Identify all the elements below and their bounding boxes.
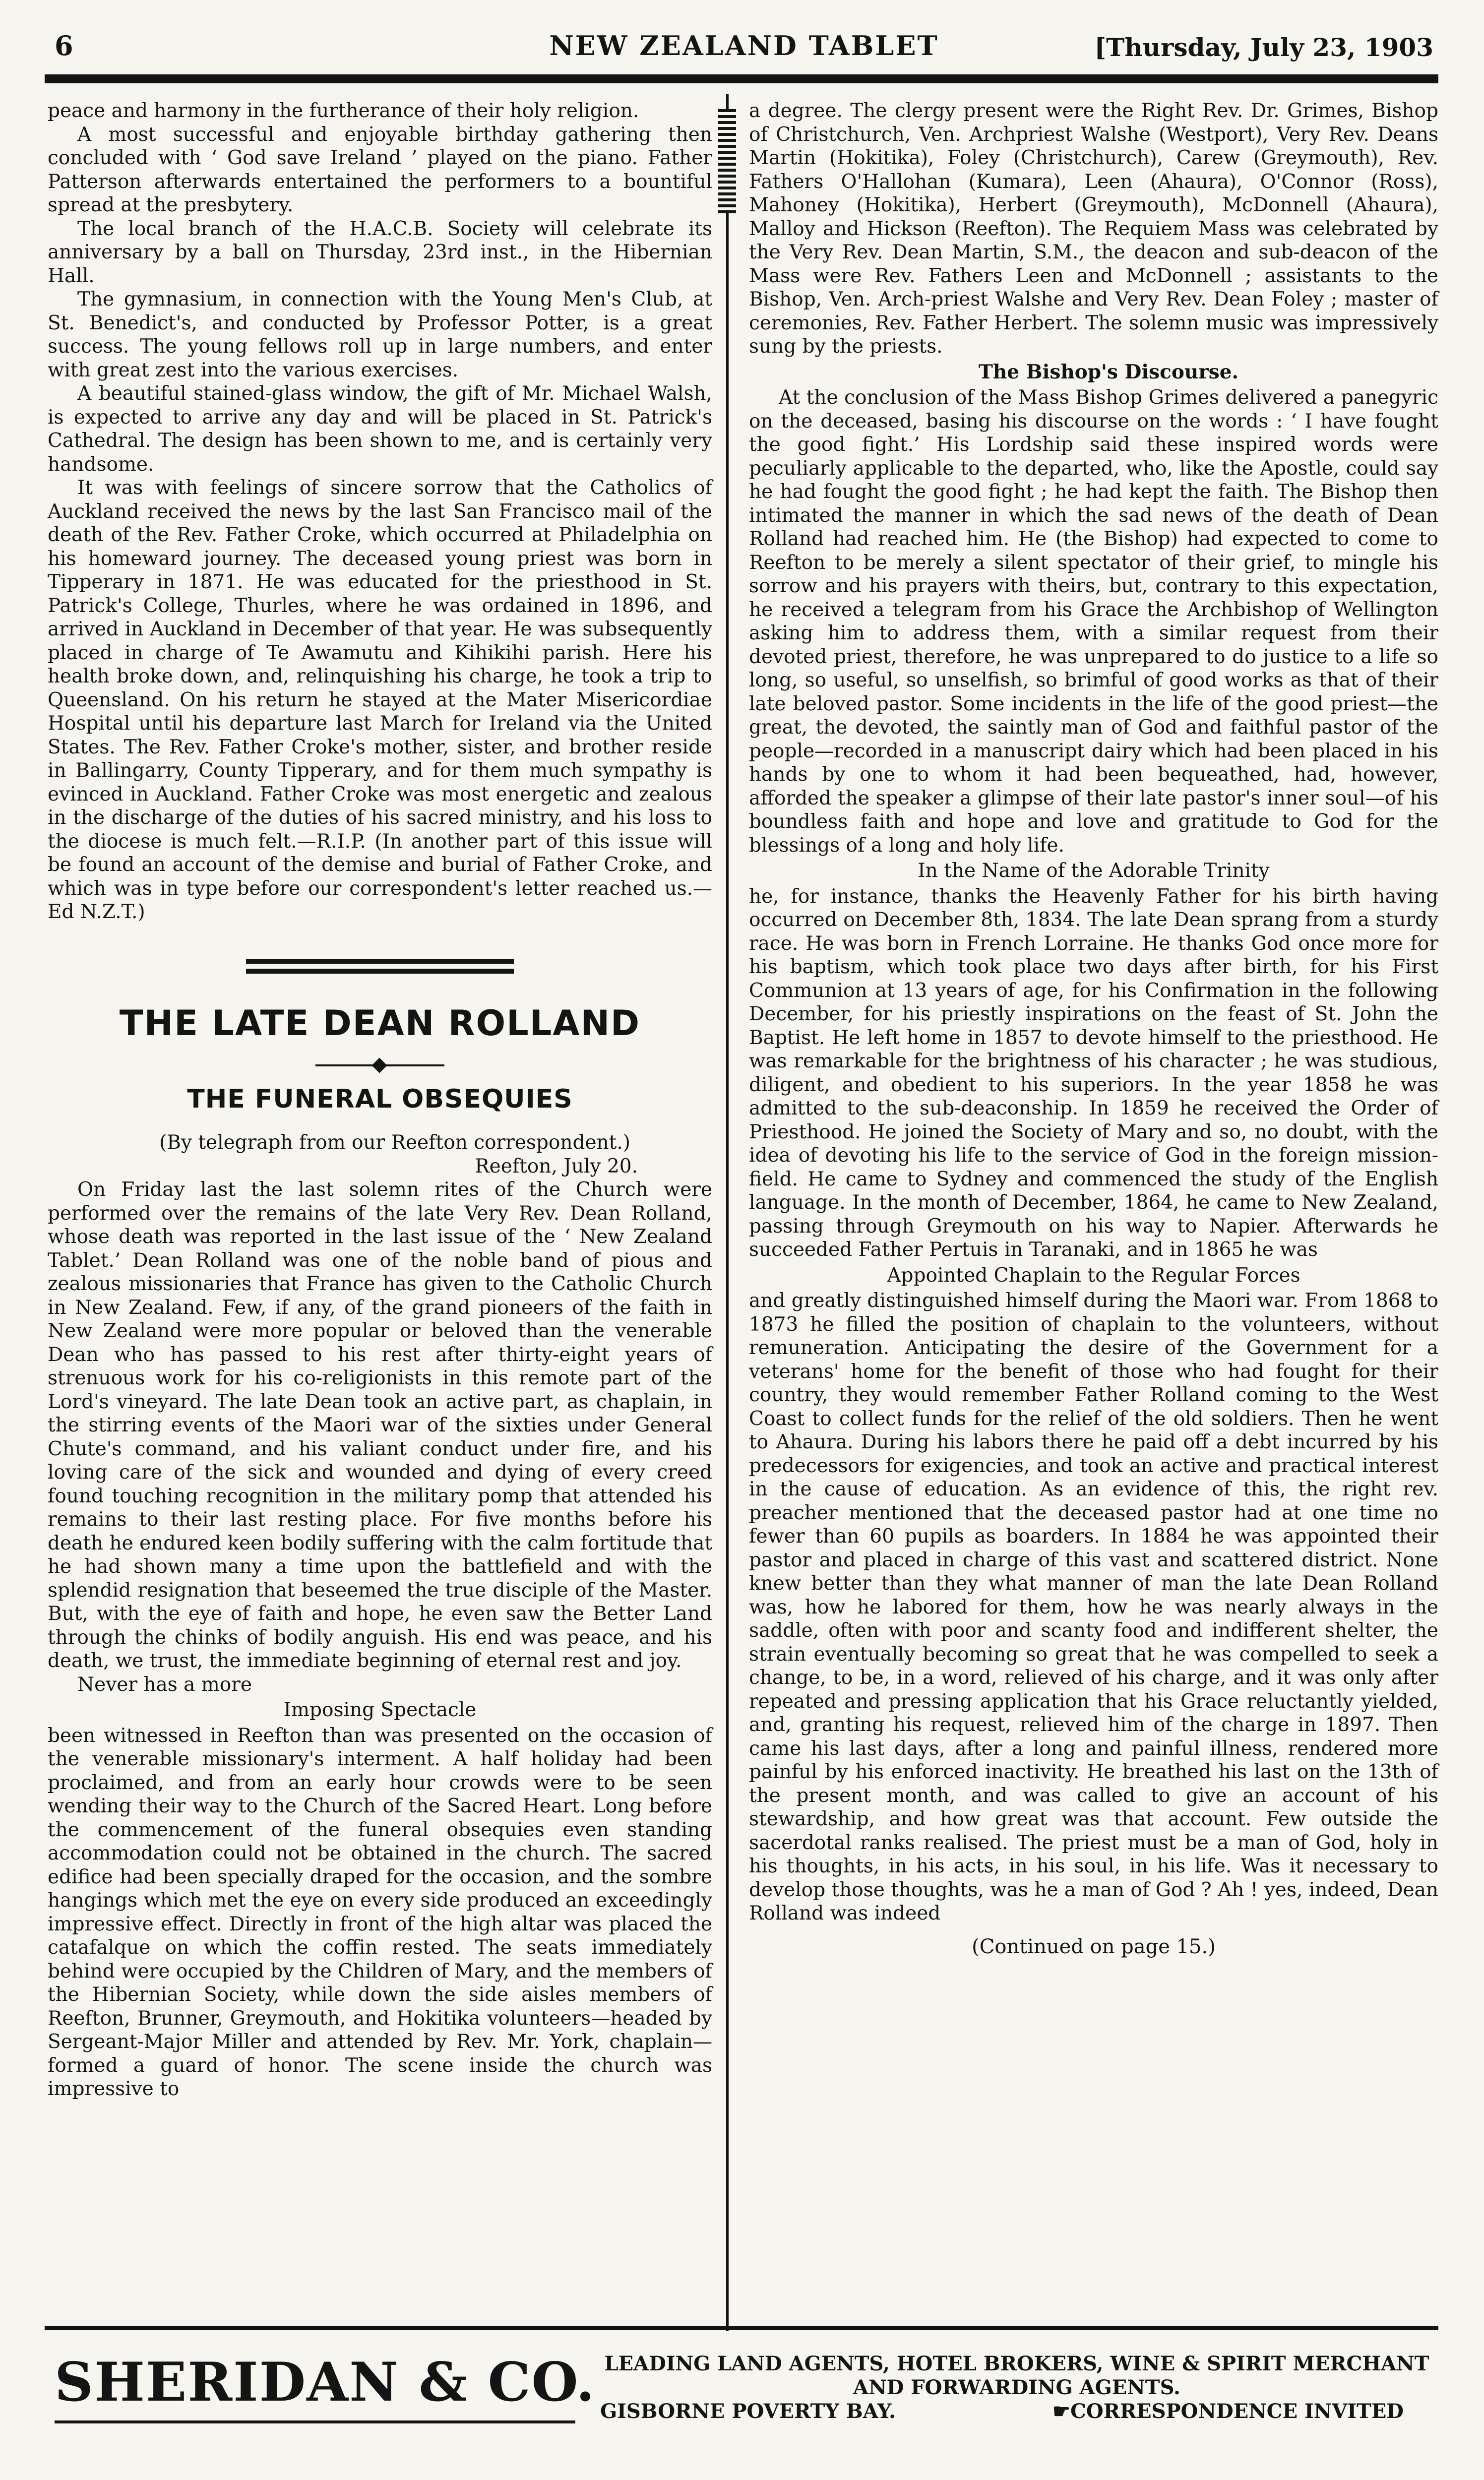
advert-company-name: SHERIDAN & CO.	[55, 2351, 596, 2414]
footer-rule	[45, 2326, 1438, 2330]
article-title: THE LATE DEAN ROLLAND	[119, 1002, 641, 1044]
byline: (By telegraph from our Reefton correspondent.)	[159, 1131, 630, 1154]
page-number: 6	[55, 30, 73, 62]
subhead-imposing-spectacle: Imposing Spectacle	[283, 1699, 477, 1721]
advert-footer	[55, 2346, 1433, 2445]
paragraph: A most successful and enjoyable birthday gathering then concluded with ‘ God save Ireland ’ played on the piano. Father Patterson afterwards entertained the performers to a bountiful spread at the presbytery.	[48, 123, 712, 216]
paragraph: he, for instance, thanks the Heavenly Father for his birth having occurred on December 8th, 1834. The late Dean sprang from a sturdy race. He was born in French Lorraine. He thanks God once more for his baptism, which took place two days after birth, for his First Communion at 13 years of age, for his Confirmation in the following December, for his priestly inspirations on the feast of St. John the Baptist. He left home in 1857 to devote himself to the priesthood. He was remarkable for the brightness of his character ; he was studious, diligent, and obedient to his superiors. In the year 1858 he was admitted to the sub-deaconship. In 1859 he received the Order of Priesthood. He joined the Society of Mary and so, no doubt, with the idea of devoting his life to the service of God in the foreign mission-field. He came to Sydney and commenced the study of the English language. In the month of December, 1864, he came to New Zealand, passing through Greymouth on his way to Napier. Afterwards he succeeded Father Pertuis in Taranaki, and in 1865 he was	[749, 885, 1438, 1261]
paragraph: A beautiful stained-glass window, the gift of Mr. Michael Walsh, is expected to arrive any day and will be placed in St. Patrick's Cathedral. The design has been shown to me, and is certainly very handsome.	[48, 382, 712, 476]
advert-line-1: LEADING LAND AGENTS, HOTEL BROKERS, WINE & SPIRIT MERCHANT	[604, 2352, 1429, 2375]
masthead	[55, 30, 1433, 69]
paragraph: been witnessed in Reefton than was presented on the occasion of the venerable missionary's interment. A half holiday had been proclaimed, and from an early hour crowds were to be seen wending their way to the Church of the Sacred Heart. Long before the commencement of the funeral obsequies even standing accommodation could not be obtained in the church. The sacred edifice had been specially draped for the occasion, and the sombre hangings which met the eye on every side produced an exceedingly impressive effect. Directly in front of the high altar was placed the catafalque on which the coffin rested. The seats immediately behind were occupied by the Children of Mary, and the members of the Hibernian Society, while down the side aisles members of Reefton, Brunner, Greymouth, and Hokitika volunteers—headed by Sergeant-Major Miller and attended by Rev. Mr. York, chaplain—formed a guard of honor. The scene inside the church was impressive to	[48, 1724, 712, 2100]
column-divider-ornament	[718, 109, 736, 213]
advert-correspondence: ☛CORRESPONDENCE INVITED	[1052, 2400, 1404, 2423]
paragraph: a degree. The clergy present were the Right Rev. Dr. Grimes, Bishop of Christchurch, Ven. Archpriest Walshe (Westport), Very Rev. Deans Martin (Hokitika), Foley (Christchurch), Carew (Greymouth), Rev. Fathers O'Hallohan (Kumara), Leen (Ahaura), O'Connor (Ross), Mahoney (Hokitika), Herbert (Greymouth), McDonnell (Ahaura), Malloy and Hickson (Reefton). The Requiem Mass was celebrated by the Very Rev. Dean Martin, S.M., the deacon and sub-deacon of the Mass were Rev. Fathers Leen and McDonnell ; assistants to the Bishop, Ven. Arch-priest Walshe and Very Rev. Dean Foley ; master of ceremonies, Rev. Father Herbert. The solemn music was impressively sung by the priests.	[749, 100, 1438, 358]
column-divider	[726, 94, 729, 2331]
continued-note: (Continued on page 15.)	[972, 1935, 1216, 1958]
right-column	[749, 99, 1438, 1959]
advert-line-3	[600, 2400, 1433, 2423]
advert-location: GISBORNE POVERTY BAY.	[600, 2400, 896, 2423]
paragraph: and greatly distinguished himself during the Maori war. From 1868 to 1873 he filled the position of chaplain to the volunteers, without remuneration. Anticipating the desire of the Government for a veterans' home for the benefit of those who had fought for their country, they would remember Father Rolland coming to the West Coast to collect funds for the relief of the old soldiers. Then he went to Ahaura. During his labors there he paid off a debt incurred by his predecessors for exigencies, and took an active and practical interest in the cause of education. As an evidence of this, the right rev. preacher mentioned that the deceased pastor had at one time no fewer than 60 pupils as boarders. In 1884 he was appointed their pastor and placed in charge of this vast and scattered district. None knew better than they what manner of man the late Dean Rolland was, how he labored for them, how he was nearly always in the saddle, often with poor and scanty food and indifferent shelter, the strain eventually becoming so great that he was compelled to seek a change, to be, in a word, relieved of his charge, and it was only after repeated and pressing application that his Grace reluctantly yielded, and, granting his request, relieved him of the charge in 1897. Then came his last days, after a long and painful illness, rendered more painful by his enforced inactivity. He breathed his last on the 13th of the present month, and was called to give an account of his stewardship, and how great was that account. Few outside the sacerdotal ranks realised. The priest must be a man of God, holy in his thoughts, in his acts, in his soul, in his life. Was it necessary to develop those thoughts, was he a man of God ? Ah ! yes, indeed, Dean Rolland was indeed	[749, 1290, 1438, 1924]
article-subtitle: THE FUNERAL OBSEQUIES	[187, 1084, 573, 1114]
subhead-bishops-discourse: The Bishop's Discourse.	[978, 360, 1239, 383]
masthead-rule	[45, 74, 1438, 83]
dateline: Reefton, July 20.	[475, 1155, 638, 1178]
paragraph: Never has a more	[77, 1673, 252, 1696]
advert-line-2: AND FORWARDING AGENTS.	[853, 2376, 1180, 2399]
paragraph: At the conclusion of the Mass Bishop Grimes delivered a panegyric on the deceased, basing his discourse on the words : ‘ I have fought the good fight.’ His Lordship said these inspired words were peculiarly applicable to the departed, who, like the Apostle, could say he had fought the good fight ; he had kept the faith. The Bishop then intimated the manner in which the sad news of the death of Dean Rolland had reached him. He (the Bishop) had expected to come to Reefton to be merely a silent spectator of their grief, to mingle his sorrow and his prayers with theirs, but, contrary to this expectation, he received a telegram from his Grace the Archbishop of Wellington asking him to address them, with a similar request from their devoted priest, therefore, he was unprepared to do justice to a life so long, so useful, so unselfish, so brimful of good works as that of their late beloved pastor. Some incidents in the life of the good priest—the great, the devoted, the saintly man of God and faithful pastor of the people—recorded in a manuscript dairy which had been placed in his hands by one to whom it had been bequeathed, had, however, afforded the speaker a glimpse of their late pastor's inner soul—of his boundless faith and hope and love and gratitude to God for the blessings of a long and holy life.	[749, 386, 1438, 857]
advert-name-underline	[55, 2420, 575, 2423]
heading-rules	[246, 959, 514, 974]
paragraph: The local branch of the H.A.C.B. Society will celebrate its anniversary by a ball on Thursday, 23rd inst., in the Hibernian Hall.	[48, 217, 712, 287]
paragraph: It was with feelings of sincere sorrow that the Catholics of Auckland received the news by the last San Francisco mail of the death of the Rev. Father Croke, which occurred at Philadelphia on his homeward journey. The deceased young priest was born in Tipperary in 1871. He was educated for the priesthood in St. Patrick's College, Thurles, where he was ordained in 1896, and arrived in Auckland in December of that year. He was subsequently placed in charge of Te Awamutu and Kihikihi parish. Here his health broke down, and, relinquishing his charge, he took a trip to Queensland. On his return he stayed at the Mater Misericordiae Hospital until his departure last March for Ireland via the United States. The Rev. Father Croke's mother, sister, and brother reside in Ballingarry, County Tipperary, and for them much sympathy is evinced in Auckland. Father Croke was most energetic and zealous in the discharge of the duties of his sacred ministry, and his loss to the diocese is much felt.—R.I.P. (In another part of this issue will be found an account of the demise and burial of Father Croke, and which was in type before our correspondent's letter reached us.—Ed N.Z.T.)	[48, 477, 712, 923]
left-column	[48, 99, 712, 2101]
paper-title: NEW ZEALAND TABLET	[549, 30, 939, 62]
issue-date: [Thursday, July 23, 1903	[1094, 33, 1433, 62]
subhead-appointed-chaplain: Appointed Chaplain to the Regular Forces	[887, 1264, 1300, 1287]
ornament-divider	[315, 1058, 444, 1073]
paragraph: The gymnasium, in connection with the Young Men's Club, at St. Benedict's, and conducted by Professor Potter, is a great success. The young fellows roll up in large numbers, and enter with great zest into the various exercises.	[48, 288, 712, 381]
advert-details	[600, 2352, 1433, 2423]
paragraph: On Friday last the last solemn rites of the Church were performed over the remains of the late Very Rev. Dean Rolland, whose death was reported in the last issue of the ‘ New Zealand Tablet.’ Dean Rolland was one of the noble band of pious and zealous missionaries that France has given to the Catholic Church in New Zealand. Few, if any, of the grand pioneers of the faith in New Zealand were more popular or beloved than the venerable Dean who has passed to his rest after thirty-eight years of strenuous work for his co-religionists in this remote part of the Lord's vineyard. The late Dean took an active part, as chaplain, in the stirring events of the Maori war of the sixties under General Chute's command, and his valiant conduct under fire, and his loving care of the sick and wounded and dying of every creed found touching recognition in the military pomp that attended his remains to their last resting place. For five months before his death he endured keen bodily suffering with the calm fortitude that he had shown many a time upon the battlefield and with the splendid resignation that beseemed the true disciple of the Master. But, with the eye of faith and hope, he even saw the Better Land through the chinks of bodily anguish. His end was peace, and his death, we trust, the immediate beginning of eternal rest and joy.	[48, 1178, 712, 1672]
paragraph: peace and harmony in the furtherance of their holy religion.	[48, 100, 639, 122]
subhead-adorable-trinity: In the Name of the Adorable Trinity	[918, 860, 1270, 882]
